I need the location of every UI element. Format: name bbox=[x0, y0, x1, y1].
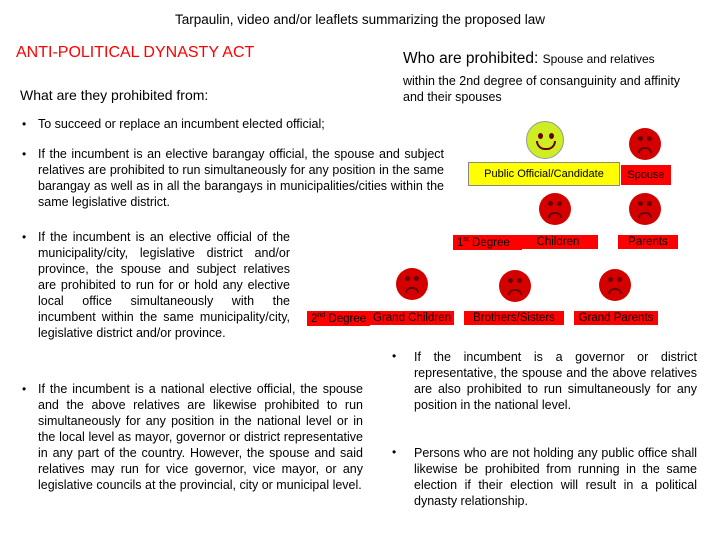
grandparents-face-icon bbox=[599, 269, 631, 301]
bullet-dot: • bbox=[392, 445, 397, 459]
act-title: ANTI-POLITICAL DYNASTY ACT bbox=[16, 44, 255, 61]
siblings-face-icon bbox=[499, 270, 531, 302]
public-official-box: Public Official/Candidate bbox=[468, 162, 620, 186]
second-degree-label: 2nd Degree bbox=[307, 311, 370, 326]
bullet-text-right-2: Persons who are not holding any public office shall likewise be prohibited from running in the same election if their election will result in a political dynasty relationship. bbox=[414, 446, 697, 508]
who-heading: Who are prohibited: bbox=[403, 50, 539, 67]
bullet-dot: • bbox=[22, 230, 27, 244]
who-subtext: within the 2nd degree of consanguinity and affinity and their spouses bbox=[403, 74, 681, 104]
what-heading: What are they prohibited from: bbox=[20, 87, 209, 103]
grand-children-label: Grand Children bbox=[370, 311, 454, 325]
parents-face-icon bbox=[629, 193, 661, 225]
page-title: Tarpaulin, video and/or leaflets summarizing the proposed law bbox=[175, 12, 545, 27]
smiley-face-icon bbox=[526, 121, 564, 159]
grand-parents-label: Grand Parents bbox=[574, 311, 658, 325]
bullet-dot: • bbox=[22, 147, 27, 161]
bullet-dot: • bbox=[392, 349, 397, 363]
who-heading-line bbox=[403, 50, 655, 68]
brothers-sisters-label: Brothers/Sisters bbox=[464, 311, 564, 325]
bullet-text-3: If the incumbent is an elective official of the municipality/city, legislative district and/or province, the spouse and subject relatives are prohibited to run for or hold any elective local office simultaneously with the incumbent within the same municipality/city, legislative district and/or province. bbox=[38, 230, 290, 340]
children-label: Children bbox=[518, 235, 598, 249]
bullet-text-right-1: If the incumbent is a governor or district representative, the spouse and the above relatives are also prohibited to run simultaneously for any position in the national level. bbox=[414, 350, 697, 412]
bullet-dot: • bbox=[22, 117, 27, 131]
bullet-dot: • bbox=[22, 382, 27, 396]
grandchildren-face-icon bbox=[396, 268, 428, 300]
parents-label: Parents bbox=[618, 235, 678, 249]
bullet-text-1: To succeed or replace an incumbent elected official; bbox=[38, 117, 325, 131]
who-spouse-text: Spouse and relatives bbox=[542, 52, 655, 66]
first-degree-label: 1st Degree bbox=[453, 235, 522, 250]
bullet-text-4: If the incumbent is a national elective official, the spouse and the above relatives are likewise prohibited to run simultaneously for any position in the national level or in the local level as mayor, governor or district representative in any part of the country. However, the spouse and said relatives may run for vice governor, vice mayor, or any legislative councils at the provincial, city or municipal level. bbox=[38, 382, 363, 492]
spouse-face-icon bbox=[629, 128, 661, 160]
bullet-text-2: If the incumbent is an elective barangay official, the spouse and subject relatives are prohibited to run simultaneously for any position in the same barangay as well as in all the barangays in municipalities/cities within the same legislative district. bbox=[38, 147, 444, 209]
children-face-icon bbox=[539, 193, 571, 225]
spouse-box: Spouse bbox=[621, 165, 671, 185]
